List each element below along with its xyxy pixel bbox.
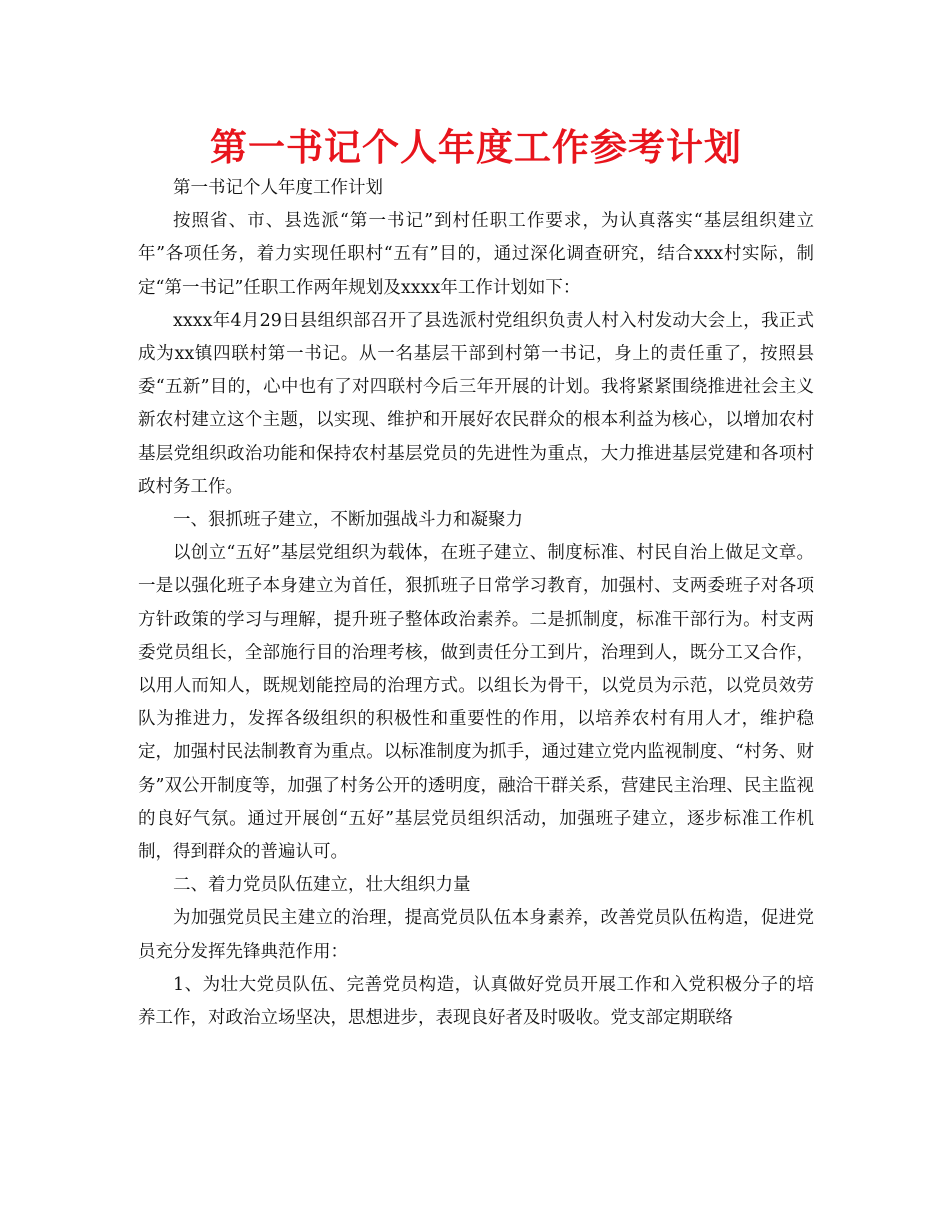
body-paragraph: 以创立“五好”基层党组织为载体，在班子建立、制度标准、村民自治上做足文章。一是以强化班子本身建立为首任，狠抓班子日常学习教育，加强村、支两委班子对各项方针政策的学习与理解，提升班子整体政治素养。二是抓制度，标准干部行为。村支两委党员组长，全部施行目的治理考核，做到责任分工到片，治理到人，既分工又合作，以用人而知人，既规划能控局的治理方式。以组长为骨干，以党员为示范，以党员效劳队为推进力，发挥各级组织的积极性和重要性的作用，以培养农村有用人才，维护稳定，加强村民法制教育为重点。以标准制度为抓手，通过建立党内监视制度、“村务、财务”双公开制度等，加强了村务公开的透明度，融洽干群关系，营建民主治理、民主监视的良好气氛。通过开展创“五好”基层党员组织活动，加强班子建立，逐步标准工作机制，得到群众的普遍认可。: [138, 543, 814, 863]
subtitle-paragraph: 第一书记个人年度工作计划: [173, 178, 383, 198]
section-heading: 二、着力党员队伍建立，壮大组织力量: [173, 875, 471, 896]
document-title: 第一书记个人年度工作参考计划: [210, 126, 742, 169]
body-paragraph: 1、为壮大党员队伍、完善党员构造，认真做好党员开展工作和入党积极分子的培养工作，对政治立场坚决，思想进步，表现良好者及时吸收。党支部定期联络: [138, 974, 814, 1029]
body-paragraph: 为加强党员民主建立的治理，提高党员队伍本身素养，改善党员队伍构造，促进党员充分发挥先锋典范作用：: [138, 908, 814, 962]
body-paragraph: 按照省、市、县选派“第一书记”到村任职工作要求，为认真落实“基层组织建立年”各项任务，着力实现任职村“五有”目的，通过深化调查研究，结合xxx村实际，制定“第一书记”任职工作两年规划及xxxx年工作计划如下：: [138, 211, 814, 298]
section-heading: 一、狠抓班子建立，不断加强战斗力和凝聚力: [173, 510, 523, 531]
body-paragraph: xxxx年4月29日县组织部召开了县选派村党组织负责人村入村发动大会上，我正式成为xx镇四联村第一书记。从一名基层干部到村第一书记，身上的责任重了，按照县委“五新”目的，心中也有了对四联村今后三年开展的计划。我将紧紧围绕推进社会主义新农村建立这个主题，以实现、维护和开展好农民群众的根本利益为核心，以增加农村基层党组织政治功能和保持农村基层党员的先进性为重点，大力推进基层党建和各项村政村务工作。: [138, 310, 814, 497]
document-body: [138, 172, 814, 1035]
document-page: [138, 124, 814, 1035]
